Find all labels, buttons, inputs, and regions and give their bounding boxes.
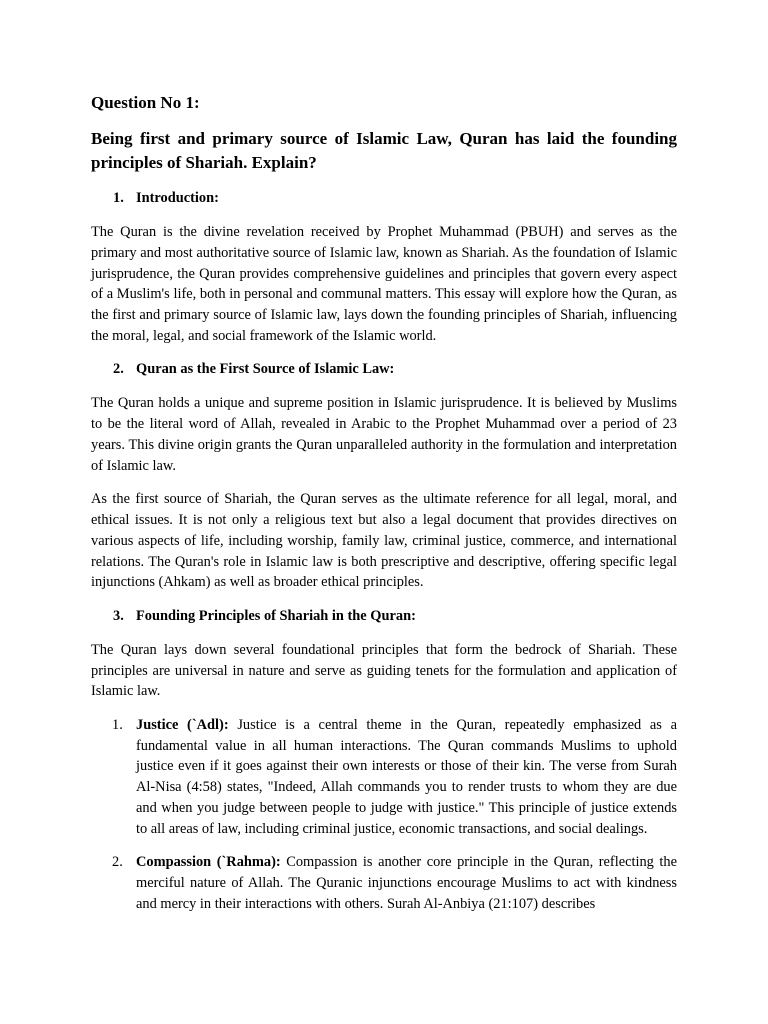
section-heading-introduction bbox=[91, 188, 677, 208]
document-page bbox=[91, 91, 677, 927]
section-heading-text: Introduction: bbox=[136, 190, 219, 206]
section-heading-quran-first-source bbox=[91, 359, 677, 379]
paragraph: The Quran holds a unique and supreme position in Islamic jurisprudence. It is believed by Muslims to be the literal word of Allah, revealed in Arabic to the Prophet Muhammad over a period of 23 years. This divine origin grants the Quran unparalleled authority in the formulation and interpretation of Islamic law. bbox=[91, 395, 677, 474]
section-number: 1. bbox=[113, 190, 124, 206]
principle-text: Justice is a central theme in the Quran, repeatedly emphasized as a fundamental value in all human interactions. The Quran commands Muslims to uphold justice even if it goes against their own interests or those of their kin. The verse from Surah Al-Nisa (4:58) states, "Indeed, Allah commands you to render trusts to whom they are due and when you judge between people to judge with justice." This principle of justice extends to all areas of law, including criminal justice, economic transactions, and social dealings. bbox=[136, 716, 677, 837]
principle-item-compassion bbox=[91, 852, 677, 914]
section-number: 3. bbox=[113, 607, 124, 624]
paragraph: The Quran lays down several foundational principles that form the bedrock of Shariah. These principles are universal in nature and serve as guiding tenets for the formulation and application of Islamic law. bbox=[91, 641, 677, 700]
principle-text: Compassion is another core principle in the Quran, reflecting the merciful nature of Allah. The Quranic injunctions encourage Muslims to act with kindness and mercy in their interactions with others. Surah Al-Anbiya (21:107) describes bbox=[136, 854, 678, 912]
principle-item-justice bbox=[91, 715, 677, 840]
principle-term: Compassion (`Rahma): bbox=[136, 854, 281, 871]
paragraph: The Quran is the divine revelation received by Prophet Muhammad (PBUH) and serves as the primary and most authoritative source of Islamic law, known as Shariah. As the foundation of Islamic jurisprudence, the Quran provides comprehensive guidelines and principles that govern every aspect of a Muslim's life, both in personal and communal matters. This essay will explore how the Quran, as the first and primary source of Islamic law, lays down the founding principles of Shariah, influencing the moral, legal, and social framework of the Islamic world. bbox=[91, 224, 677, 344]
question-text: Being first and primary source of Islamic Law, Quran has laid the founding principles of Shariah. Explain? bbox=[91, 129, 677, 172]
principle-body bbox=[136, 852, 677, 914]
section-heading-text: Quran as the First Source of Islamic Law: bbox=[136, 361, 395, 378]
principle-term: Justice (`Adl): bbox=[136, 716, 229, 733]
principle-number: 2. bbox=[112, 854, 123, 871]
principle-number: 1. bbox=[112, 716, 123, 733]
paragraph: As the first source of Shariah, the Quran serves as the ultimate reference for all legal, moral, and ethical issues. It is not only a religious text but also a legal document that provides directives on various aspects of life, including worship, family law, criminal justice, commerce, and international relations. The Quran's role in Islamic law is both prescriptive and descriptive, offering specific legal injunctions (Ahkam) as well as broader ethical principles. bbox=[91, 491, 677, 591]
section-number: 2. bbox=[113, 361, 124, 378]
section-heading-founding-principles bbox=[91, 606, 677, 626]
question-title: Question No 1: bbox=[91, 93, 200, 112]
section-heading-text: Founding Principles of Shariah in the Quran: bbox=[136, 607, 416, 624]
principle-body bbox=[136, 715, 677, 840]
